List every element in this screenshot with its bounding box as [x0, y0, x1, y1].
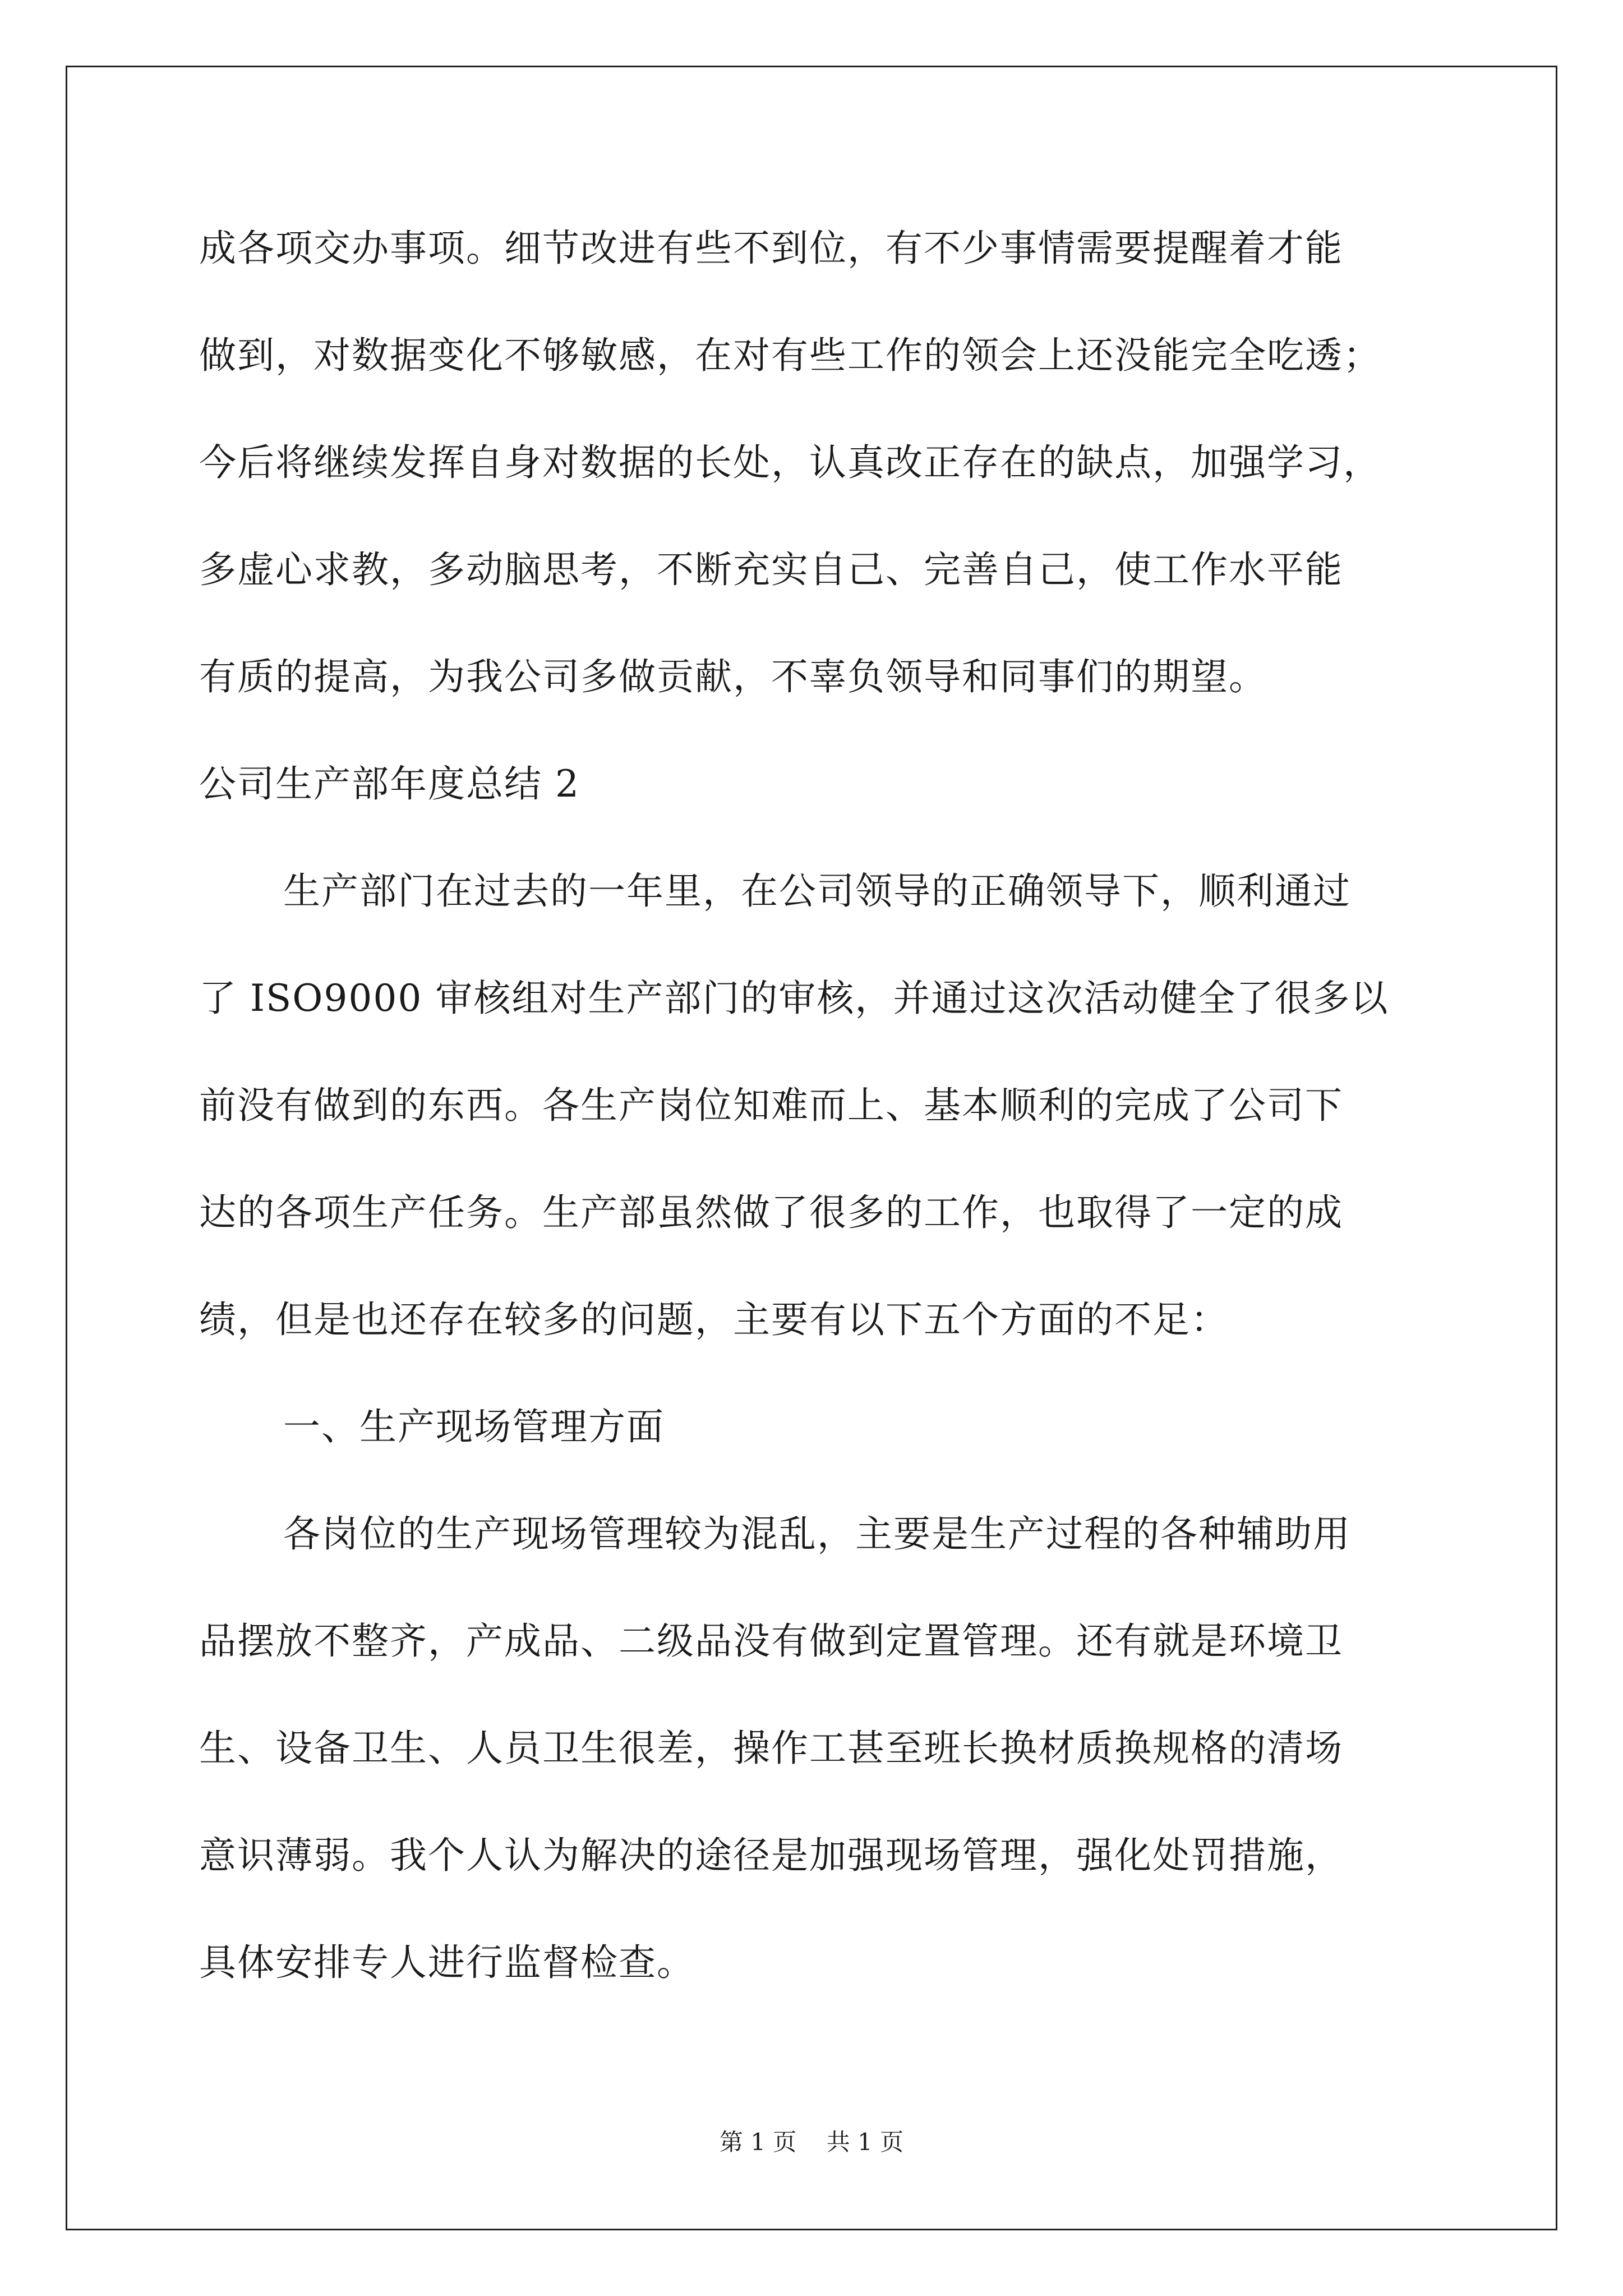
text-line: 具体安排专人进行监督检查。 — [199, 1941, 695, 1984]
document-body — [199, 216, 1430, 2037]
text-line: 了 ISO9000 审核组对生产部门的审核，并通过这次活动健全了很多以 — [199, 977, 1389, 1020]
text-line: 生、设备卫生、人员卫生很差，操作工甚至班长换材质换规格的清场 — [199, 1727, 1343, 1770]
text-line: 成各项交办事项。细节改进有些不到位，有不少事情需要提醒着才能 — [199, 227, 1343, 270]
page-number-footer: 第 1 页 共 1 页 — [719, 2128, 904, 2156]
text-line: 各岗位的生产现场管理较为混乱，主要是生产过程的各种辅助用 — [283, 1512, 1351, 1556]
text-line: 多虚心求教，多动脑思考，不断充实自己、完善自己，使工作水平能 — [199, 548, 1343, 591]
text-line: 品摆放不整齐，产成品、二级品没有做到定置管理。还有就是环境卫 — [199, 1619, 1343, 1663]
text-line: 做到，对数据变化不够敏感，在对有些工作的领会上还没能完全吃透； — [199, 334, 1381, 377]
text-line: 意识薄弱。我个人认为解决的途径是加强现场管理，强化处罚措施， — [199, 1834, 1343, 1877]
subsection-heading: 一、生产现场管理方面 — [283, 1405, 665, 1448]
text-line: 生产部门在过去的一年里，在公司领导的正确领导下，顺利通过 — [283, 869, 1351, 913]
text-line: 达的各项生产任务。生产部虽然做了很多的工作，也取得了一定的成 — [199, 1191, 1343, 1234]
text-line: 前没有做到的东西。各生产岗位知难而上、基本顺利的完成了公司下 — [199, 1084, 1343, 1127]
text-line: 有质的提高，为我公司多做贡献，不辜负领导和同事们的期望。 — [199, 655, 1267, 698]
text-line: 绩，但是也还存在较多的问题，主要有以下五个方面的不足： — [199, 1298, 1229, 1341]
section-heading: 公司生产部年度总结 2 — [199, 762, 580, 806]
text-line: 今后将继续发挥自身对数据的长处，认真改正存在的缺点，加强学习， — [199, 441, 1381, 484]
